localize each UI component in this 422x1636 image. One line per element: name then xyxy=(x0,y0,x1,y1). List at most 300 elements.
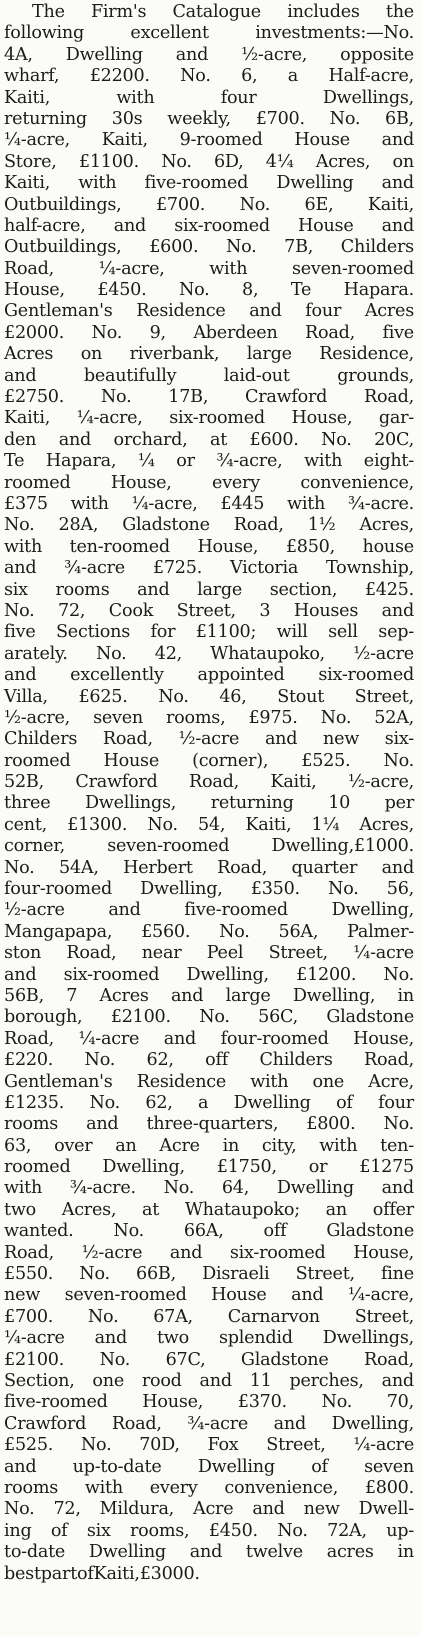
word: every xyxy=(149,1477,198,1498)
word: £625. xyxy=(78,686,128,707)
word: riverbank, xyxy=(129,344,220,365)
word: £2200. xyxy=(89,66,150,87)
word: rooms xyxy=(55,579,110,600)
word: Dwelling xyxy=(276,173,354,194)
word: and xyxy=(291,1285,324,1306)
word: (corner), xyxy=(192,750,269,771)
word: with xyxy=(70,493,109,514)
text-line xyxy=(4,451,414,472)
word: No. xyxy=(95,643,127,664)
word: Road, xyxy=(4,1028,54,1049)
word: £450. xyxy=(97,280,147,301)
word: Kaiti, xyxy=(270,772,317,793)
word: with xyxy=(78,173,117,194)
text-line xyxy=(4,1200,414,1221)
word: Childers xyxy=(259,1050,333,1071)
word: Dwellings, xyxy=(84,793,177,814)
word: ¾-acre xyxy=(64,558,125,579)
word: four xyxy=(220,87,257,108)
text-line xyxy=(4,580,414,601)
text-line xyxy=(4,793,414,814)
word: six-roomed xyxy=(229,1242,326,1263)
word: for xyxy=(150,622,176,643)
word: large xyxy=(225,985,271,1006)
word: No. xyxy=(113,1221,144,1242)
word: new xyxy=(303,1499,340,1520)
text-line xyxy=(4,879,414,900)
text-line xyxy=(4,216,414,237)
word: 8, xyxy=(242,280,259,301)
word: part xyxy=(40,1563,78,1584)
word: quarter xyxy=(291,857,358,878)
word: corner, xyxy=(4,836,65,857)
word: £1235. xyxy=(4,1092,65,1113)
word: 56A, xyxy=(278,921,319,942)
word: No. xyxy=(321,1392,353,1413)
word: Acres, xyxy=(359,515,414,536)
word: Street, xyxy=(354,1306,414,1327)
text-line xyxy=(4,1178,414,1199)
word: 6, xyxy=(241,66,258,87)
text-line xyxy=(4,1285,414,1306)
word: on xyxy=(80,344,103,365)
word: Dwell- xyxy=(358,1499,414,1520)
word: convenience, xyxy=(224,1477,339,1498)
text-line xyxy=(4,836,414,857)
word: sep- xyxy=(378,622,414,643)
word: £220. xyxy=(4,1050,54,1071)
text-line xyxy=(4,2,414,23)
word: section, xyxy=(269,579,338,600)
word: Road, xyxy=(305,322,355,343)
word: opposite xyxy=(340,44,414,65)
word: with xyxy=(84,1477,123,1498)
word: 20C, xyxy=(374,429,414,450)
word: ten- xyxy=(380,1135,414,1156)
word: fine xyxy=(381,1264,414,1285)
word: 63, xyxy=(4,1135,32,1156)
text-line xyxy=(4,815,414,836)
word: ¾-acre xyxy=(187,1413,249,1434)
text-line xyxy=(4,152,414,173)
word: ¼ xyxy=(137,451,155,472)
text-line xyxy=(4,537,414,558)
word: Acre, xyxy=(368,1071,414,1092)
word: 6E, xyxy=(304,194,334,215)
word: with xyxy=(287,493,326,514)
word: 1½ xyxy=(307,515,336,536)
word: 56C, xyxy=(258,1007,298,1028)
word: or xyxy=(308,1157,328,1178)
word: Childers xyxy=(340,237,414,258)
word: Crawford xyxy=(245,387,328,408)
word: Acre xyxy=(159,1135,200,1156)
word: six-roomed xyxy=(63,964,160,985)
word: No. xyxy=(89,1092,120,1113)
word: of xyxy=(336,1092,353,1113)
word: of xyxy=(311,1456,328,1477)
word: House xyxy=(103,750,159,771)
word: an xyxy=(325,1199,347,1220)
word: No. xyxy=(320,707,352,728)
word: Acres xyxy=(364,301,414,322)
word: with xyxy=(304,451,343,472)
word: six-roomed xyxy=(318,665,414,686)
word: Gladstone xyxy=(122,515,210,536)
word: new xyxy=(4,1285,41,1306)
word: Road, xyxy=(233,515,284,536)
word: Acres xyxy=(4,344,54,365)
word: and xyxy=(273,1413,306,1434)
word: Residence xyxy=(136,301,226,322)
word: House, xyxy=(110,472,172,493)
text-line xyxy=(4,558,414,579)
word: Hapara, xyxy=(45,451,117,472)
advertisement-text-column xyxy=(4,2,414,1585)
word: Kaiti, xyxy=(245,814,292,835)
text-line xyxy=(4,237,414,258)
word: Road, xyxy=(111,1413,162,1434)
word: Street, xyxy=(176,600,236,621)
word: Gentleman's xyxy=(4,301,113,322)
word: and xyxy=(381,173,414,194)
word: 11 xyxy=(249,1371,272,1391)
text-line xyxy=(4,665,414,686)
text-line xyxy=(4,88,414,109)
word: seven xyxy=(93,707,143,728)
word: £350. xyxy=(250,879,300,900)
text-line xyxy=(4,1435,414,1456)
word: Road, xyxy=(364,1050,414,1071)
word: three-quarters, xyxy=(146,1114,279,1135)
word: No. xyxy=(80,1435,112,1456)
word: No. xyxy=(4,515,35,536)
word: four-roomed xyxy=(220,1028,329,1049)
word: ¼-acre xyxy=(353,1435,414,1456)
word: includes xyxy=(287,2,360,22)
word: £700. xyxy=(155,194,206,215)
word: £2100. xyxy=(110,1007,171,1028)
word: 6B, xyxy=(385,108,414,129)
word: £550. xyxy=(4,1264,54,1285)
word: acres xyxy=(326,1542,374,1563)
word: £525. xyxy=(301,750,351,771)
word: six- xyxy=(384,729,414,750)
word: No. xyxy=(277,1520,308,1541)
word: offer xyxy=(372,1199,414,1220)
word: off xyxy=(263,1221,287,1242)
word: Gentleman's xyxy=(4,1071,113,1092)
word: £560. xyxy=(141,921,191,942)
word: Dwelling,£1000. xyxy=(271,836,414,857)
word: House xyxy=(298,215,354,236)
word: six xyxy=(86,1520,111,1541)
word: 66B, xyxy=(136,1264,176,1285)
word: Dwelling, xyxy=(102,1157,185,1178)
word: £1200. xyxy=(296,964,357,985)
word: and xyxy=(189,1542,223,1563)
text-line xyxy=(4,430,414,451)
word: and xyxy=(381,600,414,621)
word: 52A, xyxy=(374,707,414,728)
text-line xyxy=(4,1564,414,1585)
word: and xyxy=(381,130,414,151)
word: £525. xyxy=(4,1435,54,1456)
word: 1¼ xyxy=(311,814,340,835)
word: £725. xyxy=(152,558,203,579)
word: Childers xyxy=(4,729,78,750)
word: an xyxy=(115,1135,137,1156)
word: Road, xyxy=(364,387,414,408)
word: rooms, xyxy=(130,1520,190,1541)
word: Houses xyxy=(293,600,359,621)
text-line xyxy=(4,1007,414,1028)
word: Street, xyxy=(268,943,328,964)
word: rood xyxy=(141,1371,182,1391)
text-line xyxy=(4,23,414,44)
word: No. xyxy=(4,1499,35,1520)
word: and xyxy=(58,429,92,450)
word: £445 xyxy=(220,493,265,514)
word: following xyxy=(4,23,84,44)
word: Herbert xyxy=(123,857,193,878)
word: Whataupoko, xyxy=(210,643,326,664)
word: investments:—No. xyxy=(255,23,414,44)
word: and xyxy=(381,857,414,878)
word: cent, xyxy=(4,814,48,835)
word: No. xyxy=(383,750,414,771)
word: £1275 xyxy=(359,1157,414,1178)
word: Dwelling xyxy=(65,44,143,65)
word: the xyxy=(385,2,414,22)
word: ¾-acre. xyxy=(69,1178,136,1199)
word: and xyxy=(137,579,170,600)
word: and xyxy=(4,665,37,686)
word: perches, xyxy=(289,1371,364,1391)
word: wanted. xyxy=(4,1221,74,1242)
word: ¼-acre, xyxy=(4,130,71,151)
word: £1100; xyxy=(195,622,257,643)
word: a xyxy=(198,1092,209,1113)
word: 64, xyxy=(221,1178,250,1199)
word: and xyxy=(170,985,204,1006)
word: 70, xyxy=(386,1392,414,1413)
word: Whataupoko; xyxy=(184,1199,300,1220)
word: four xyxy=(378,1092,414,1113)
word: Disraeli xyxy=(202,1264,270,1285)
text-line xyxy=(4,173,414,194)
text-line xyxy=(4,1542,414,1563)
text-line xyxy=(4,943,414,964)
word: and xyxy=(381,1371,414,1391)
word: No. xyxy=(219,921,250,942)
word: ¾-acre, xyxy=(216,451,283,472)
word: No. xyxy=(99,1349,131,1370)
text-line xyxy=(4,473,414,494)
word: No. xyxy=(4,600,35,621)
word: 46, xyxy=(219,686,247,707)
word: £2750. xyxy=(4,387,65,408)
word: Kaiti, xyxy=(4,173,51,194)
word: near xyxy=(141,943,182,964)
word: ½-acre, xyxy=(241,44,308,65)
word: Road, xyxy=(364,1349,414,1370)
word: £850, xyxy=(285,536,335,557)
word: £800. xyxy=(364,1477,414,1498)
word: No. xyxy=(239,194,271,215)
word: £600. xyxy=(149,237,199,258)
text-line xyxy=(4,622,414,643)
text-line xyxy=(4,387,414,408)
text-line xyxy=(4,1157,414,1178)
text-line xyxy=(4,408,414,429)
word: Peel xyxy=(206,943,244,964)
word: Store, xyxy=(4,151,57,172)
word: Street, xyxy=(295,1264,355,1285)
word: off xyxy=(205,1050,229,1071)
word: 72, xyxy=(58,600,86,621)
word: Street, xyxy=(354,686,414,707)
text-line xyxy=(4,366,414,387)
word: ¼-acre, xyxy=(98,258,165,279)
text-line xyxy=(4,280,414,301)
word: Dwelling, xyxy=(140,879,223,900)
word: Fox xyxy=(207,1435,239,1456)
text-line xyxy=(4,130,414,151)
word: with xyxy=(4,1178,43,1199)
text-line xyxy=(4,729,414,750)
word: and xyxy=(169,1242,203,1263)
word: No. xyxy=(199,1007,230,1028)
word: five xyxy=(382,322,414,343)
word: five-roomed xyxy=(184,900,288,921)
word: Stout xyxy=(277,686,325,707)
word: House, xyxy=(142,1392,204,1413)
word: in xyxy=(397,1542,414,1563)
word: ¼-acre xyxy=(78,1028,140,1049)
word: 4¼ xyxy=(265,151,294,172)
word: £370. xyxy=(237,1392,287,1413)
word: Road, xyxy=(102,729,153,750)
word: Firm's xyxy=(90,2,147,22)
word: five-roomed xyxy=(144,173,249,194)
word: 10 xyxy=(328,793,351,814)
word: Road, xyxy=(4,1242,54,1263)
word: 56, xyxy=(386,879,414,900)
word: laid-out xyxy=(223,365,290,386)
word: in xyxy=(222,1135,240,1156)
text-line xyxy=(4,1050,414,1071)
text-line xyxy=(4,1499,414,1520)
word: £975. xyxy=(248,707,298,728)
word: Half-acre, xyxy=(328,66,414,87)
word: No. xyxy=(329,108,361,129)
text-line xyxy=(4,922,414,943)
word: Outbuildings, xyxy=(4,194,122,215)
word: Kaiti, xyxy=(93,1563,140,1584)
word: 62, xyxy=(145,1092,173,1113)
text-line xyxy=(4,1093,414,1114)
text-line xyxy=(4,1328,414,1349)
word: four xyxy=(305,301,342,322)
word: £450. xyxy=(208,1520,258,1541)
word: Carnarvon xyxy=(227,1306,320,1327)
word: Aberdeen xyxy=(193,322,278,343)
word: No. xyxy=(163,1178,195,1199)
word: 67C, xyxy=(165,1349,206,1370)
word: Hapara. xyxy=(343,280,414,301)
word: with xyxy=(319,1135,358,1156)
word: splendid xyxy=(218,1328,293,1349)
word: seven-roomed xyxy=(291,258,414,279)
text-line xyxy=(4,1243,414,1264)
word: returning xyxy=(4,108,87,129)
word: five xyxy=(4,622,36,643)
word: No. xyxy=(91,322,123,343)
text-line xyxy=(4,1264,414,1285)
word: Road, xyxy=(66,943,117,964)
word: £3000. xyxy=(139,1563,200,1584)
word: 70D, xyxy=(139,1435,180,1456)
text-line xyxy=(4,259,414,280)
word: Gladstone xyxy=(326,1221,414,1242)
word: Acres, xyxy=(359,814,414,835)
word: Crawford xyxy=(4,1413,87,1434)
word: gar- xyxy=(378,408,414,429)
word: £2000. xyxy=(4,322,65,343)
word: Dwellings, xyxy=(322,87,414,108)
word: Dwelling xyxy=(233,1092,311,1113)
text-line xyxy=(4,687,414,708)
word: appointed xyxy=(197,665,285,686)
word: and xyxy=(94,1328,127,1349)
word: Sections xyxy=(56,622,130,643)
word: 4A, xyxy=(4,44,33,65)
word: rooms xyxy=(4,1114,59,1135)
word: roomed xyxy=(4,472,71,493)
word: No. xyxy=(87,1306,119,1327)
word: ¼-acre, xyxy=(131,493,198,514)
word: No. xyxy=(158,686,189,707)
word: Road, xyxy=(217,857,268,878)
word: 9-roomed xyxy=(179,130,263,151)
word: ½-acre xyxy=(178,729,240,750)
word: seven xyxy=(364,1456,414,1477)
word: one xyxy=(312,1071,345,1092)
word: No. xyxy=(383,964,414,985)
word: ten-roomed xyxy=(69,536,170,557)
text-line xyxy=(4,1414,414,1435)
word: Residence, xyxy=(319,344,414,365)
word: 28A, xyxy=(58,515,99,536)
text-line xyxy=(4,45,414,66)
word: excellently xyxy=(70,665,164,686)
word: £1750, xyxy=(216,1157,277,1178)
word: with xyxy=(209,258,248,279)
word: ½-acre, xyxy=(4,707,71,728)
word: six-roomed xyxy=(174,215,270,236)
text-line xyxy=(4,772,414,793)
word: and xyxy=(381,1178,414,1199)
word: Crawford xyxy=(75,772,158,793)
word: Mildura, xyxy=(99,1499,175,1520)
word: Te xyxy=(4,451,25,472)
text-line xyxy=(4,1221,414,1242)
word: wharf, xyxy=(4,66,60,87)
word: over xyxy=(54,1135,93,1156)
word: 56B, xyxy=(4,985,44,1006)
word: sell xyxy=(328,622,358,643)
